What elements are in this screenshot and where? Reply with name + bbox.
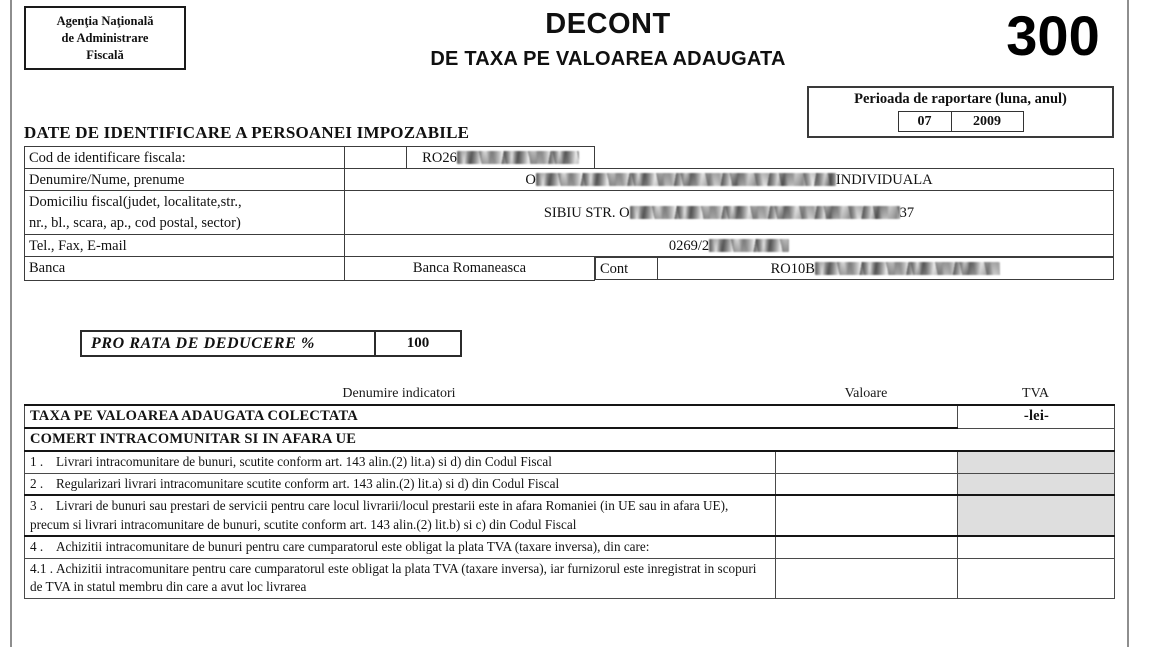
indicator-value-cell[interactable] (776, 451, 958, 473)
indicator-vat-cell (958, 451, 1115, 473)
contact-label: Tel., Fax, E-mail (25, 235, 345, 257)
account-value[interactable] (658, 258, 1114, 280)
table-row (25, 495, 1115, 536)
table-row (25, 558, 1115, 598)
prorata-value[interactable]: 100 (374, 332, 460, 355)
indicator-value-cell[interactable] (776, 473, 958, 495)
form-sheet (18, 0, 1124, 647)
account-group (595, 257, 1114, 281)
agency-line-2: de Administrare (61, 30, 149, 45)
prorata-box (80, 330, 462, 357)
form-title: DECONT (545, 8, 671, 40)
agency-logo-box (24, 6, 186, 70)
form-number: 300 (1006, 4, 1100, 67)
indicator-value-cell[interactable] (776, 495, 958, 536)
identification-table (24, 146, 1114, 281)
form-subtitle: DE TAXA PE VALOAREA ADAUGATA (430, 48, 786, 70)
agency-line-1: Agenţia Naţională (56, 13, 154, 28)
table-row (25, 147, 1114, 169)
reporting-period-year[interactable]: 2009 (952, 111, 1024, 132)
bank-label: Banca (25, 257, 345, 281)
section-title-intracom: COMERT INTRACOMUNITAR SI IN AFARA UE (25, 428, 1115, 451)
contact-text: 0269/2 (668, 237, 710, 254)
row-text: Achizitii intracomunitare de bunuri pentru care cumparatorul este obligat la plata TVA (taxare inversa), din care: (56, 539, 650, 554)
indicator-vat-cell[interactable] (958, 536, 1115, 558)
account-table (595, 257, 1114, 280)
address-label-line2: nr., bl., scara, ap., cod postal, sector) (25, 213, 345, 235)
table-row (25, 473, 1115, 495)
indicator-vat-cell[interactable] (958, 558, 1115, 598)
indicator-description (25, 473, 776, 495)
table-row (596, 258, 1114, 280)
indicator-vat-cell (958, 495, 1115, 536)
section-header-row (25, 405, 1115, 428)
row-number: 1 . (30, 454, 44, 469)
section-header-row (25, 428, 1115, 451)
indicator-description (25, 495, 776, 536)
agency-line-3: Fiscală (86, 47, 124, 62)
redacted-account (815, 262, 1000, 275)
redacted-fiscal-code (457, 151, 579, 164)
reporting-period-box (807, 86, 1114, 138)
name-suffix: INDIVIDUALA (835, 171, 933, 188)
table-row (25, 235, 1114, 257)
table-row (25, 536, 1115, 558)
name-prefix: O (525, 171, 536, 188)
bank-value[interactable]: Banca Romaneasca (345, 257, 595, 281)
address-value[interactable] (345, 191, 1114, 235)
fiscal-code-label: Cod de identificare fiscala: (25, 147, 345, 169)
redacted-contact (709, 239, 789, 252)
address-label-line1: Domiciliu fiscal(judet, localitate,str., (25, 191, 345, 213)
table-row (25, 169, 1114, 191)
row-number: 4.1 . (30, 560, 54, 576)
identification-section-title: DATE DE IDENTIFICARE A PERSOANEI IMPOZABILE (24, 123, 470, 142)
column-header-vat: TVA (1022, 386, 1049, 401)
name-value[interactable] (345, 169, 1114, 191)
indicator-value-cell[interactable] (776, 536, 958, 558)
row-text: Regularizari livrari intracomunitare scutite conform art. 143 alin.(2) lit.a) si d) din Codul Fiscal (56, 475, 560, 491)
account-label: Cont (596, 258, 658, 280)
fiscal-code-text: RO26 (422, 149, 457, 166)
table-row (25, 191, 1114, 213)
row-text: Livrari de bunuri sau prestari de servicii pentru care locul livrarii/locul prestarii este in afara Romaniei (in UE sau in afara UE), precum si livrari intracomunitare de bunuri, scutite conform art. 143 alin.(2) lit.b) si c) din Codul Fiscal (30, 498, 729, 532)
reporting-period-month[interactable]: 07 (898, 111, 952, 132)
row-text: Achizitii intracomunitare pentru care cumparatorul este obligat la plata TVA (taxare inversa), iar furnizorul este inregistrat in scopuri de TVA in statul membru din care a avut loc livrarea (30, 560, 757, 594)
fiscal-code-spacer (595, 147, 1114, 169)
column-header-description: Denumire indicatori (342, 386, 456, 401)
prorata-label: PRO RATA DE DEDUCERE % (91, 334, 315, 352)
row-number: 2 . (30, 475, 44, 491)
row-number: 4 . (30, 539, 44, 554)
reporting-period-cells (809, 111, 1112, 132)
row-text: Livrari intracomunitare de bunuri, scutite conform art. 143 alin.(2) lit.a) si d) din Codul Fiscal (56, 454, 552, 469)
page-border-right (1127, 0, 1129, 647)
name-label: Denumire/Nume, prenume (25, 169, 345, 191)
reporting-period-label: Perioada de raportare (luna, anul) (854, 91, 1067, 107)
indicator-vat-cell (958, 473, 1115, 495)
section-title-collected: TAXA PE VALOAREA ADAUGATA COLECTATA (25, 405, 958, 428)
table-row (25, 451, 1115, 473)
currency-unit: -lei- (958, 405, 1115, 428)
fiscal-code-prefix-cell[interactable] (345, 147, 407, 169)
contact-value[interactable] (345, 235, 1114, 257)
indicator-value-cell[interactable] (776, 558, 958, 598)
column-header-value: Valoare (844, 386, 888, 401)
indicators-table (24, 404, 1115, 599)
account-text: RO10B (770, 260, 815, 277)
indicator-description (25, 451, 776, 473)
redacted-address (630, 206, 900, 219)
page-border-left (10, 0, 12, 647)
indicator-description (25, 558, 776, 598)
row-number: 3 . (30, 498, 44, 513)
table-row (25, 257, 1114, 281)
address-suffix: 37 (899, 204, 915, 221)
address-prefix: SIBIU STR. O (543, 204, 630, 221)
indicator-description (25, 536, 776, 558)
fiscal-code-value[interactable] (407, 147, 595, 169)
redacted-name (536, 173, 836, 186)
